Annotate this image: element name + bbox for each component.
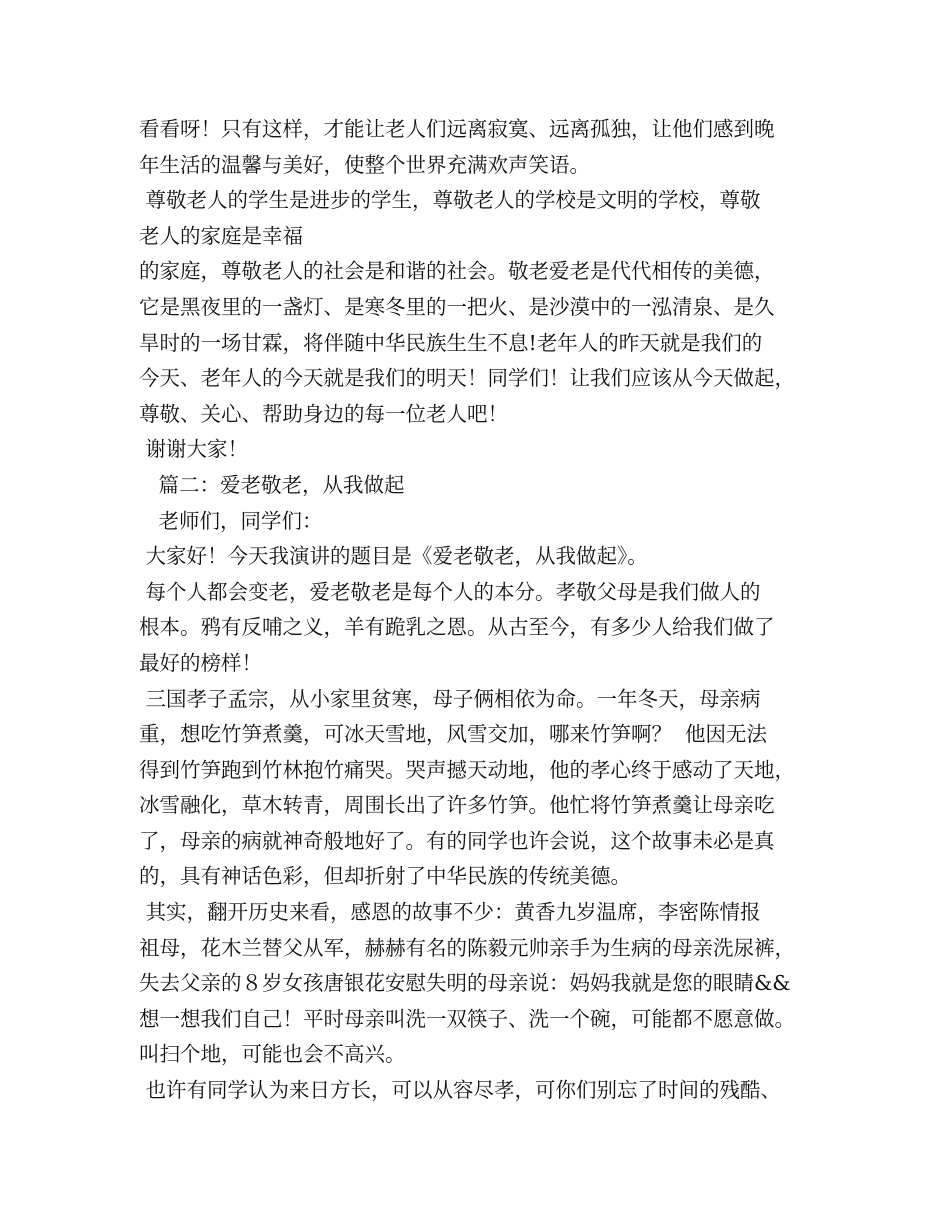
text-line: 的，具有神话色彩，但却折射了中华民族的传统美德。 xyxy=(139,864,631,889)
text-line: 想一想我们自己！平时母亲叫洗一双筷子、洗一个碗，可能都不愿意做。 xyxy=(139,1006,795,1031)
text-line: 的家庭，尊敬老人的社会是和谐的社会。敬老爱老是代代相传的美德， xyxy=(139,259,775,284)
text-line: 失去父亲的８岁女孩唐银花安慰失明的母亲说：妈妈我就是您的眼睛&& xyxy=(139,971,791,996)
text-line: 最好的榜样！ xyxy=(139,650,262,675)
text-line: 冰雪融化，草木转青，周围长出了许多竹笋。他忙将竹笋煮羹让母亲吃 xyxy=(139,793,775,818)
text-line: 老人的家庭是幸福 xyxy=(139,223,303,248)
text-line: 得到竹笋跑到竹林抱竹痛哭。哭声撼天动地，他的孝心终于感动了天地， xyxy=(139,757,795,782)
salutation: 老师们，同学们： xyxy=(139,508,323,533)
text-line: 叫扫个地，可能也会不高兴。 xyxy=(139,1042,406,1067)
text-line: 旱时的一场甘霖，将伴随中华民族生生不息!老年人的昨天就是我们的 xyxy=(139,330,763,355)
text-line: 重，想吃竹笋煮羹，可冰天雪地，风雪交加，哪来竹笋啊？ 他因无法 xyxy=(139,722,768,747)
text-line: 每个人都会变老，爱老敬老是每个人的本分。孝敬父母是我们做人的 xyxy=(139,579,761,604)
text-line: 今天、老年人的今天就是我们的明天！同学们！让我们应该从今天做起， xyxy=(139,366,795,391)
text-line: 年生活的温馨与美好，使整个世界充满欢声笑语。 xyxy=(139,152,590,177)
text-line: 也许有同学认为来日方长，可以从容尽孝，可你们别忘了时间的残酷、 xyxy=(139,1078,782,1103)
text-line: 尊敬、关心、帮助身边的每一位老人吧！ xyxy=(139,401,508,426)
text-line: 大家好！今天我演讲的题目是《爱老敬老，从我做起》。 xyxy=(139,544,648,569)
body-text xyxy=(139,112,839,1109)
text-line: 看看呀！只有这样，才能让老人们远离寂寞、远离孤独，让他们感到晚 xyxy=(139,117,775,141)
text-line: 三国孝子孟宗，从小家里贫寒，母子俩相依为命。一年冬天，母亲病 xyxy=(139,686,761,711)
text-line: 它是黑夜里的一盏灯、是寒冬里的一把火、是沙漠中的一泓清泉、是久 xyxy=(139,294,775,319)
text-line: 谢谢大家！ xyxy=(139,437,249,462)
text-line: 祖母，花木兰替父从军，赫赫有名的陈毅元帅亲手为生病的母亲洗尿裤， xyxy=(139,935,795,960)
text-line: 根本。鸦有反哺之义，羊有跪乳之恩。从古至今，有多少人给我们做了 xyxy=(139,615,775,640)
text-line: 尊敬老人的学生是进步的学生，尊敬老人的学校是文明的学校，尊敬 xyxy=(139,188,761,213)
text-line: 其实，翻开历史来看，感恩的故事不少：黄香九岁温席，李密陈情报 xyxy=(139,900,761,925)
section-heading: 篇二：爱老敬老，从我做起 xyxy=(139,472,405,497)
text-line: 了，母亲的病就神奇般地好了。有的同学也许会说，这个故事未必是真 xyxy=(139,828,775,853)
